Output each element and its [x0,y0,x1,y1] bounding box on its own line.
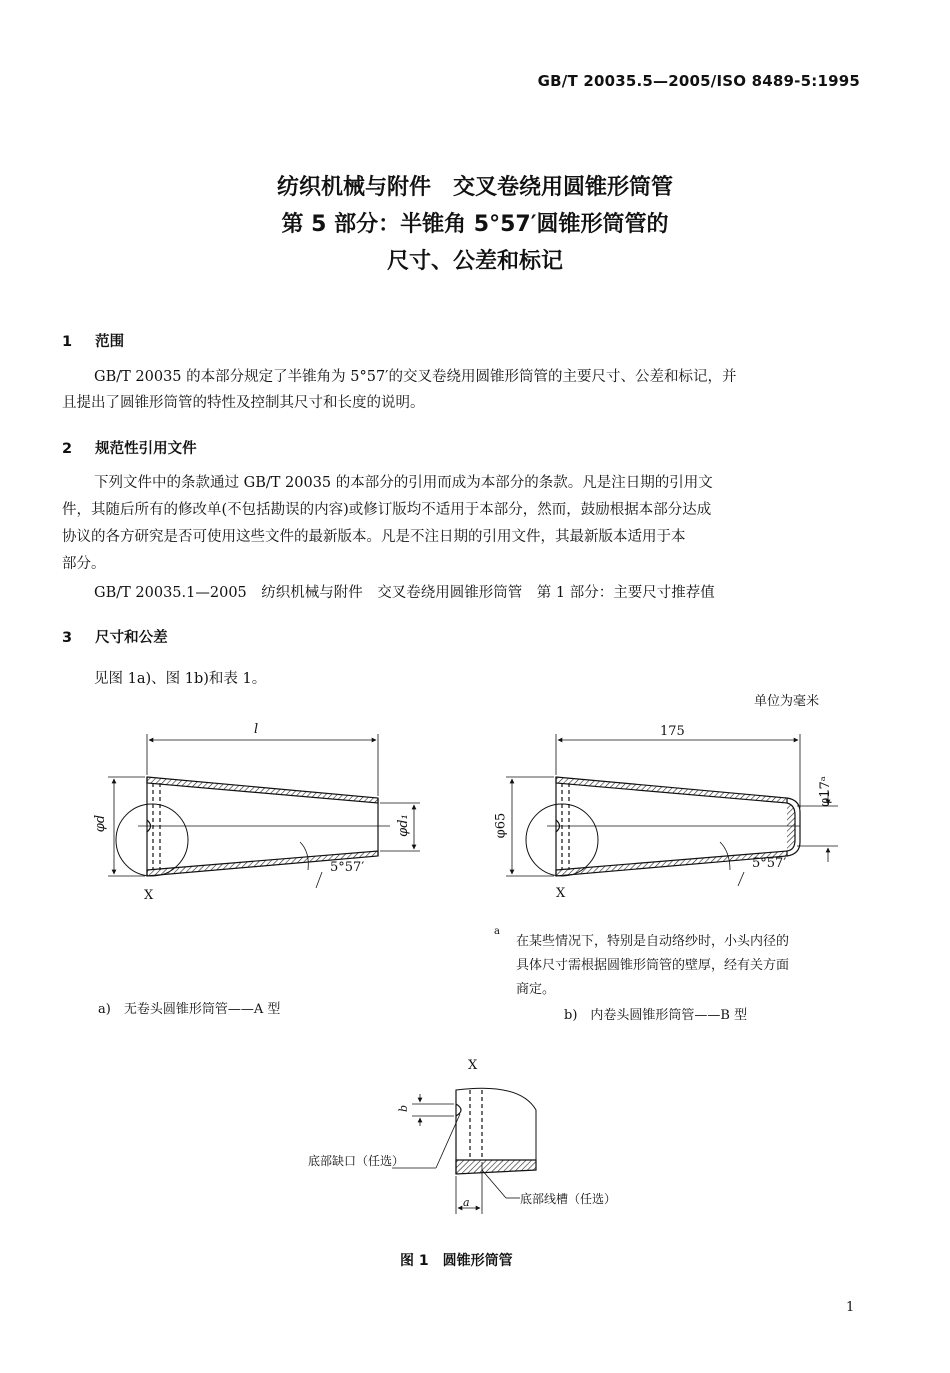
fig-b-small-diameter-label: φ17ᵃ [817,776,833,807]
fig-a-caption: a) 无卷头圆锥形筒管——A 型 [98,1002,281,1017]
section-1-para-line-1: GB/T 20035 的本部分规定了半锥角为 5°57′的交叉卷绕用圆锥形筒管的主要尺寸、公差和标记，并 [94,369,737,385]
fig-b-footnote-line-1: 在某些情况下，特别是自动络纱时，小头内径的 [516,934,790,949]
section-2-reference: GB/T 20035.1—2005 纺织机械与附件 交叉卷绕用圆锥形筒管 第 1 部分：主要尺寸推荐值 [94,585,715,601]
fig-a-length-label: l [254,722,259,737]
section-2-number: 2 [62,441,73,457]
section-2-title: 规范性引用文件 [95,441,197,457]
detail-x-a-label: a [463,1196,470,1209]
section-3-number: 3 [62,630,73,646]
detail-x-marker: X [468,1058,478,1073]
title-line-1: 纺织机械与附件 交叉卷绕用圆锥形筒管 [276,175,673,200]
section-1-number: 1 [62,334,73,350]
section-1-para-line-2: 且提出了圆锥形筒管的特性及控制其尺寸和长度的说明。 [62,395,425,411]
standard-number: GB/T 20035.5—2005/ISO 8489-5:1995 [537,72,860,90]
fig-a-angle-label: 5°57′ [330,860,365,875]
figure-caption: 图 1 圆锥形筒管 [400,1253,513,1269]
fig-a-small-diameter-label: φd₁ [395,814,411,837]
detail-x-notch-label: 底部缺口（任选） [308,1154,405,1168]
section-2-para-line-2: 件，其随后所有的修改单(不包括勘误的内容)或修订版均不适用于本部分，然而，鼓励根据本部分达成 [62,502,712,518]
section-3-title: 尺寸和公差 [95,630,168,646]
detail-x-b-label: b [397,1104,411,1113]
title-line-2: 第 5 部分：半锥角 5°57′圆锥形筒管的 [281,212,669,237]
fig-a-detail-marker: X [144,888,154,903]
fig-b-footnote-line-2: 具体尺寸需根据圆锥形筒管的壁厚，经有关方面 [516,958,790,973]
title-line-3: 尺寸、公差和标记 [386,249,563,274]
detail-x-drawing [456,1088,536,1174]
fig-a-diameter-label: φd [93,814,109,833]
unit-note: 单位为毫米 [754,694,820,709]
section-1-title: 范围 [95,334,125,350]
section-2-para-line-4: 部分。 [62,556,106,572]
fig-b-angle-label: 5°57′ [752,856,787,871]
section-2-para-line-1: 下列文件中的条款通过 GB/T 20035 的本部分的引用而成为本部分的条款。凡是注日期的引用文 [94,475,713,491]
detail-x-groove-label: 底部线槽（任选） [520,1192,617,1206]
section-2-para-line-3: 协议的各方研究是否可使用这些文件的最新版本。凡是不注日期的引用文件，其最新版本适用于本 [62,529,686,545]
fig-b-footnote-line-3: 商定。 [516,982,556,997]
fig-b-footnote [516,930,789,1002]
fig-b-detail-marker: X [556,886,566,901]
section-3-para: 见图 1a)、图 1b)和表 1。 [94,671,267,687]
fig-b-length-label: 175 [660,724,685,739]
fig-b-diameter-label: φ65 [493,812,509,839]
fig-b-caption: b) 内卷头圆锥形筒管——B 型 [564,1008,748,1023]
fig-b-footnote-mark: a [494,926,500,937]
page-number: 1 [846,1300,855,1315]
